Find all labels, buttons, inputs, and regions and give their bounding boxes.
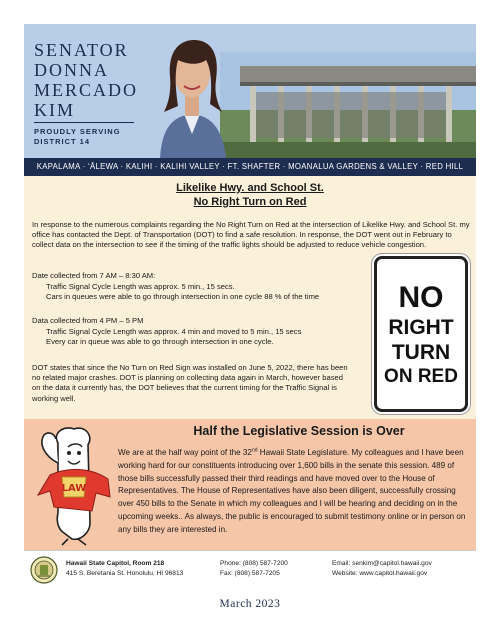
sign-text: NO (398, 280, 444, 314)
email-link[interactable]: Email: senkim@capitol.hawaii.gov (332, 560, 432, 567)
serving-line: DISTRICT 14 (34, 137, 91, 146)
evening-data-heading: Data collected from 4 PM – 5 PM (32, 316, 144, 325)
law-label: LAW (61, 483, 87, 494)
website-link[interactable]: Website: www.capitol.hawaii.gov (332, 570, 428, 577)
office-line: Hawaii State Capitol, Room 218 (66, 560, 165, 567)
name-line: MERCADO (34, 80, 139, 100)
article-right-turn (24, 176, 476, 419)
evening-data-line: Traffic Signal Cycle Length was approx. 4 min and moved to 5 min., 15 secs (46, 327, 302, 336)
article-subtitle: No Right Turn on Red (193, 196, 307, 208)
senator-name (34, 40, 154, 120)
morning-data-line: Cars in queues were able to go through intersection in one cycle 88 % of the time (46, 292, 320, 301)
sign-text: TURN (391, 340, 451, 364)
name-line: SENATOR (34, 40, 129, 60)
phone-number: Phone: (808) 587-7200 (220, 560, 288, 567)
morning-data-line: Traffic Signal Cycle Length was approx. 5 min., 15 secs. (46, 282, 235, 291)
article-body (118, 447, 470, 537)
body-text: Hawaii State Legislature. My colleagues and I have been working hard for our constituents introducing over 1,600 bills in the senate this session. 489 of those bills successfully passed their third readings and have moved over to the House of Representatives. The House of Representatives have also been diligent, successfully crossing over 450 bills to the Senate in which my colleagues and I will be hearing and deciding on in the upcoming weeks.. As always, the public is encouraged to submit testimony online or in person on any bills they are interested in. (118, 448, 466, 534)
name-line: DONNA (34, 60, 109, 80)
district-neighborhoods-bar: KAPALAMA · ʻĀLEWA · KALIHI · KALIHI VALLEY · FT. SHAFTER · MOANALUA GARDENS & VALLEY · RED HILL (24, 158, 476, 176)
body-text: We are at the half way point of the 32 (118, 448, 252, 457)
name-line: KIM (34, 100, 75, 120)
district-serving (34, 127, 121, 147)
law-cartoon-illustration (28, 423, 120, 547)
senator-portrait (142, 30, 242, 158)
issue-date: March 2023 (219, 598, 281, 610)
article-legislative-session (24, 419, 476, 550)
fax-number: Fax: (808) 587-7205 (220, 570, 280, 577)
sign-text: RIGHT (388, 315, 454, 339)
phone-fax (220, 559, 330, 579)
article-intro: In response to the numerous complaints regarding the No Right Turn on Red at the intersection of Likelike Hwy. and School St. my office has contacted the Dept. of Transportation (DOT) to find a safe resolution. In response, the DOT went out in February to collect data on the intersection to see if the timing of the traffic lights should be adjusted to reduce vehicle congestion. (32, 220, 470, 250)
email-website (332, 559, 482, 579)
evening-data-line: Every car in queue was able to go through intersection in one cycle. (46, 337, 274, 346)
article-title: Half the Legislative Session is Over (193, 424, 405, 438)
no-right-turn-sign (374, 256, 468, 412)
article-title: Likelike Hwy. and School St. (176, 182, 324, 194)
ordinal-suffix: nd (251, 447, 258, 454)
sign-text: ON RED (384, 365, 458, 387)
contact-footer (24, 550, 476, 590)
newsletter-header (24, 24, 476, 158)
article-closing: DOT states that since the No Turn on Red Sign was installed on June 5, 2022, there has been no related major crashes. DOT is planning on collecting data again in March, however based on the data it currently has, the DOT believes that the current timing for the Traffic Signal is working well. (32, 363, 348, 403)
morning-data-heading: Date collected from 7 AM – 8:30 AM: (32, 271, 156, 280)
capitol-building-image (220, 52, 476, 158)
serving-line: PROUDLY SERVING (34, 127, 121, 136)
office-address (66, 559, 226, 579)
office-line: 415 S. Beretania St. Honolulu, HI 96813 (66, 570, 184, 577)
divider (34, 122, 134, 123)
state-seal-icon (30, 556, 58, 584)
